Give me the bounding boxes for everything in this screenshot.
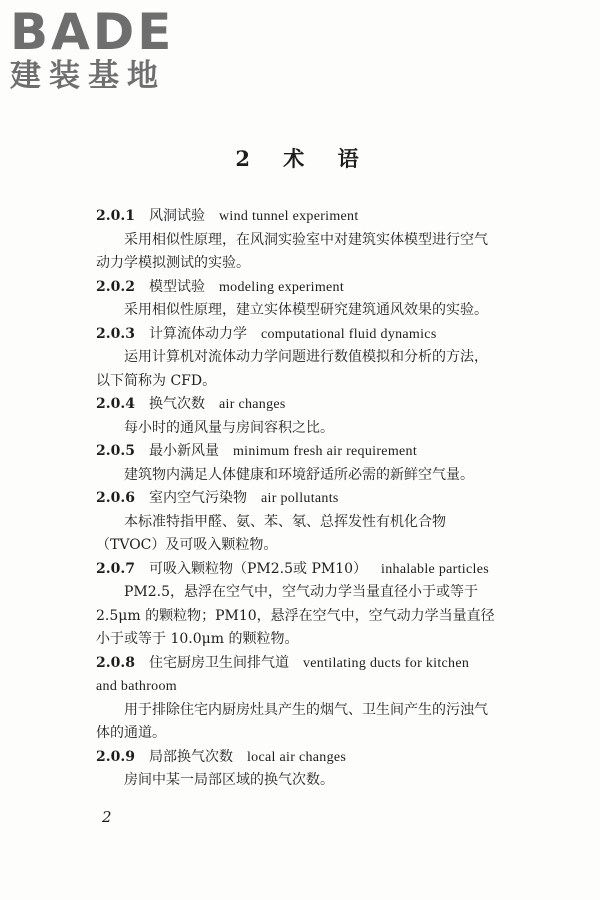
term-number: 2.0.1 xyxy=(96,208,135,224)
term-item xyxy=(96,652,516,746)
term-definition-cont: 体的通道。 xyxy=(96,725,166,741)
logo-main-text: BADE xyxy=(10,3,175,61)
chapter-title: 2 术 语 xyxy=(235,146,365,171)
term-item xyxy=(96,558,516,652)
logo xyxy=(10,3,175,94)
term-item xyxy=(96,276,516,323)
term-chinese: 模型试验 xyxy=(148,278,205,295)
term-definition-cont: 小于或等于 10.0μm 的颗粒物。 xyxy=(96,631,299,647)
term-item xyxy=(96,440,516,487)
term-definition: 每小时的通风量与房间容积之比。 xyxy=(124,419,334,436)
term-chinese: 换气次数 xyxy=(148,396,205,412)
term-english: minimum fresh air requirement xyxy=(232,444,418,459)
term-english: inhalable particles xyxy=(381,561,489,577)
term-definition: 用于排除住宅内厨房灶具产生的烟气、卫生间产生的污浊气 xyxy=(124,701,488,718)
term-english: air pollutants xyxy=(260,491,339,506)
term-chinese: 计算流体动力学 xyxy=(148,325,247,342)
term-number: 2.0.5 xyxy=(96,443,135,459)
term-item xyxy=(96,205,516,276)
term-definition: 采用相似性原理，在风洞实验室中对建筑实体模型进行空气 xyxy=(124,231,488,248)
term-chinese: 可吸入颗粒物（PM2.5或 PM10） xyxy=(148,560,368,577)
term-item xyxy=(96,487,516,558)
term-english: modeling experiment xyxy=(218,279,345,295)
term-definition: 房间中某一局部区域的换气次数。 xyxy=(124,772,334,788)
term-chinese: 局部换气次数 xyxy=(148,748,233,765)
term-item xyxy=(96,323,516,394)
term-number: 2.0.4 xyxy=(96,396,135,412)
term-english: ventilating ducts for kitchen xyxy=(302,655,470,671)
term-number: 2.0.7 xyxy=(96,560,135,577)
term-chinese: 室内空气污染物 xyxy=(148,490,247,506)
term-chinese: 住宅厨房卫生间排气道 xyxy=(148,654,289,671)
term-english: wind tunnel experiment xyxy=(218,209,359,224)
term-english: local air changes xyxy=(246,749,347,765)
term-definition-cont: （TVOC）及可吸入颗粒物。 xyxy=(96,537,278,553)
term-definition: 建筑物内满足人体健康和环境舒适所必需的新鲜空气量。 xyxy=(124,466,474,483)
term-number: 2.0.8 xyxy=(96,654,135,671)
term-item xyxy=(96,746,516,793)
term-english: air changes xyxy=(218,397,286,412)
term-definition-cont: 2.5μm 的颗粒物；PM10，悬浮在空气中，空气动力学当量直径 xyxy=(96,607,495,624)
term-definition: 采用相似性原理，建立实体模型研究建筑通风效果的实验。 xyxy=(124,302,488,318)
term-number: 2.0.9 xyxy=(96,748,135,765)
terms-list xyxy=(96,205,516,793)
term-chinese: 风洞试验 xyxy=(148,208,205,224)
term-definition: PM2.5，悬浮在空气中，空气动力学当量直径小于或等于 xyxy=(124,584,479,600)
term-english-cont: and bathroom xyxy=(96,679,177,694)
term-english: computational fluid dynamics xyxy=(260,326,437,342)
term-item xyxy=(96,393,516,440)
page-number: 2 xyxy=(102,808,112,826)
term-definition-cont: 动力学模拟测试的实验。 xyxy=(96,255,250,271)
logo-sub-text: 建装基地 xyxy=(10,58,166,94)
term-chinese: 最小新风量 xyxy=(148,443,219,459)
term-definition: 运用计算机对流体动力学问题进行数值模拟和分析的方法， xyxy=(124,349,488,365)
term-definition-cont: 以下简称为 CFD。 xyxy=(96,372,217,389)
term-number: 2.0.6 xyxy=(96,490,135,506)
term-number: 2.0.3 xyxy=(96,325,135,342)
term-number: 2.0.2 xyxy=(96,278,135,295)
term-definition: 本标准特指甲醛、氨、苯、氡、总挥发性有机化合物 xyxy=(124,513,446,530)
